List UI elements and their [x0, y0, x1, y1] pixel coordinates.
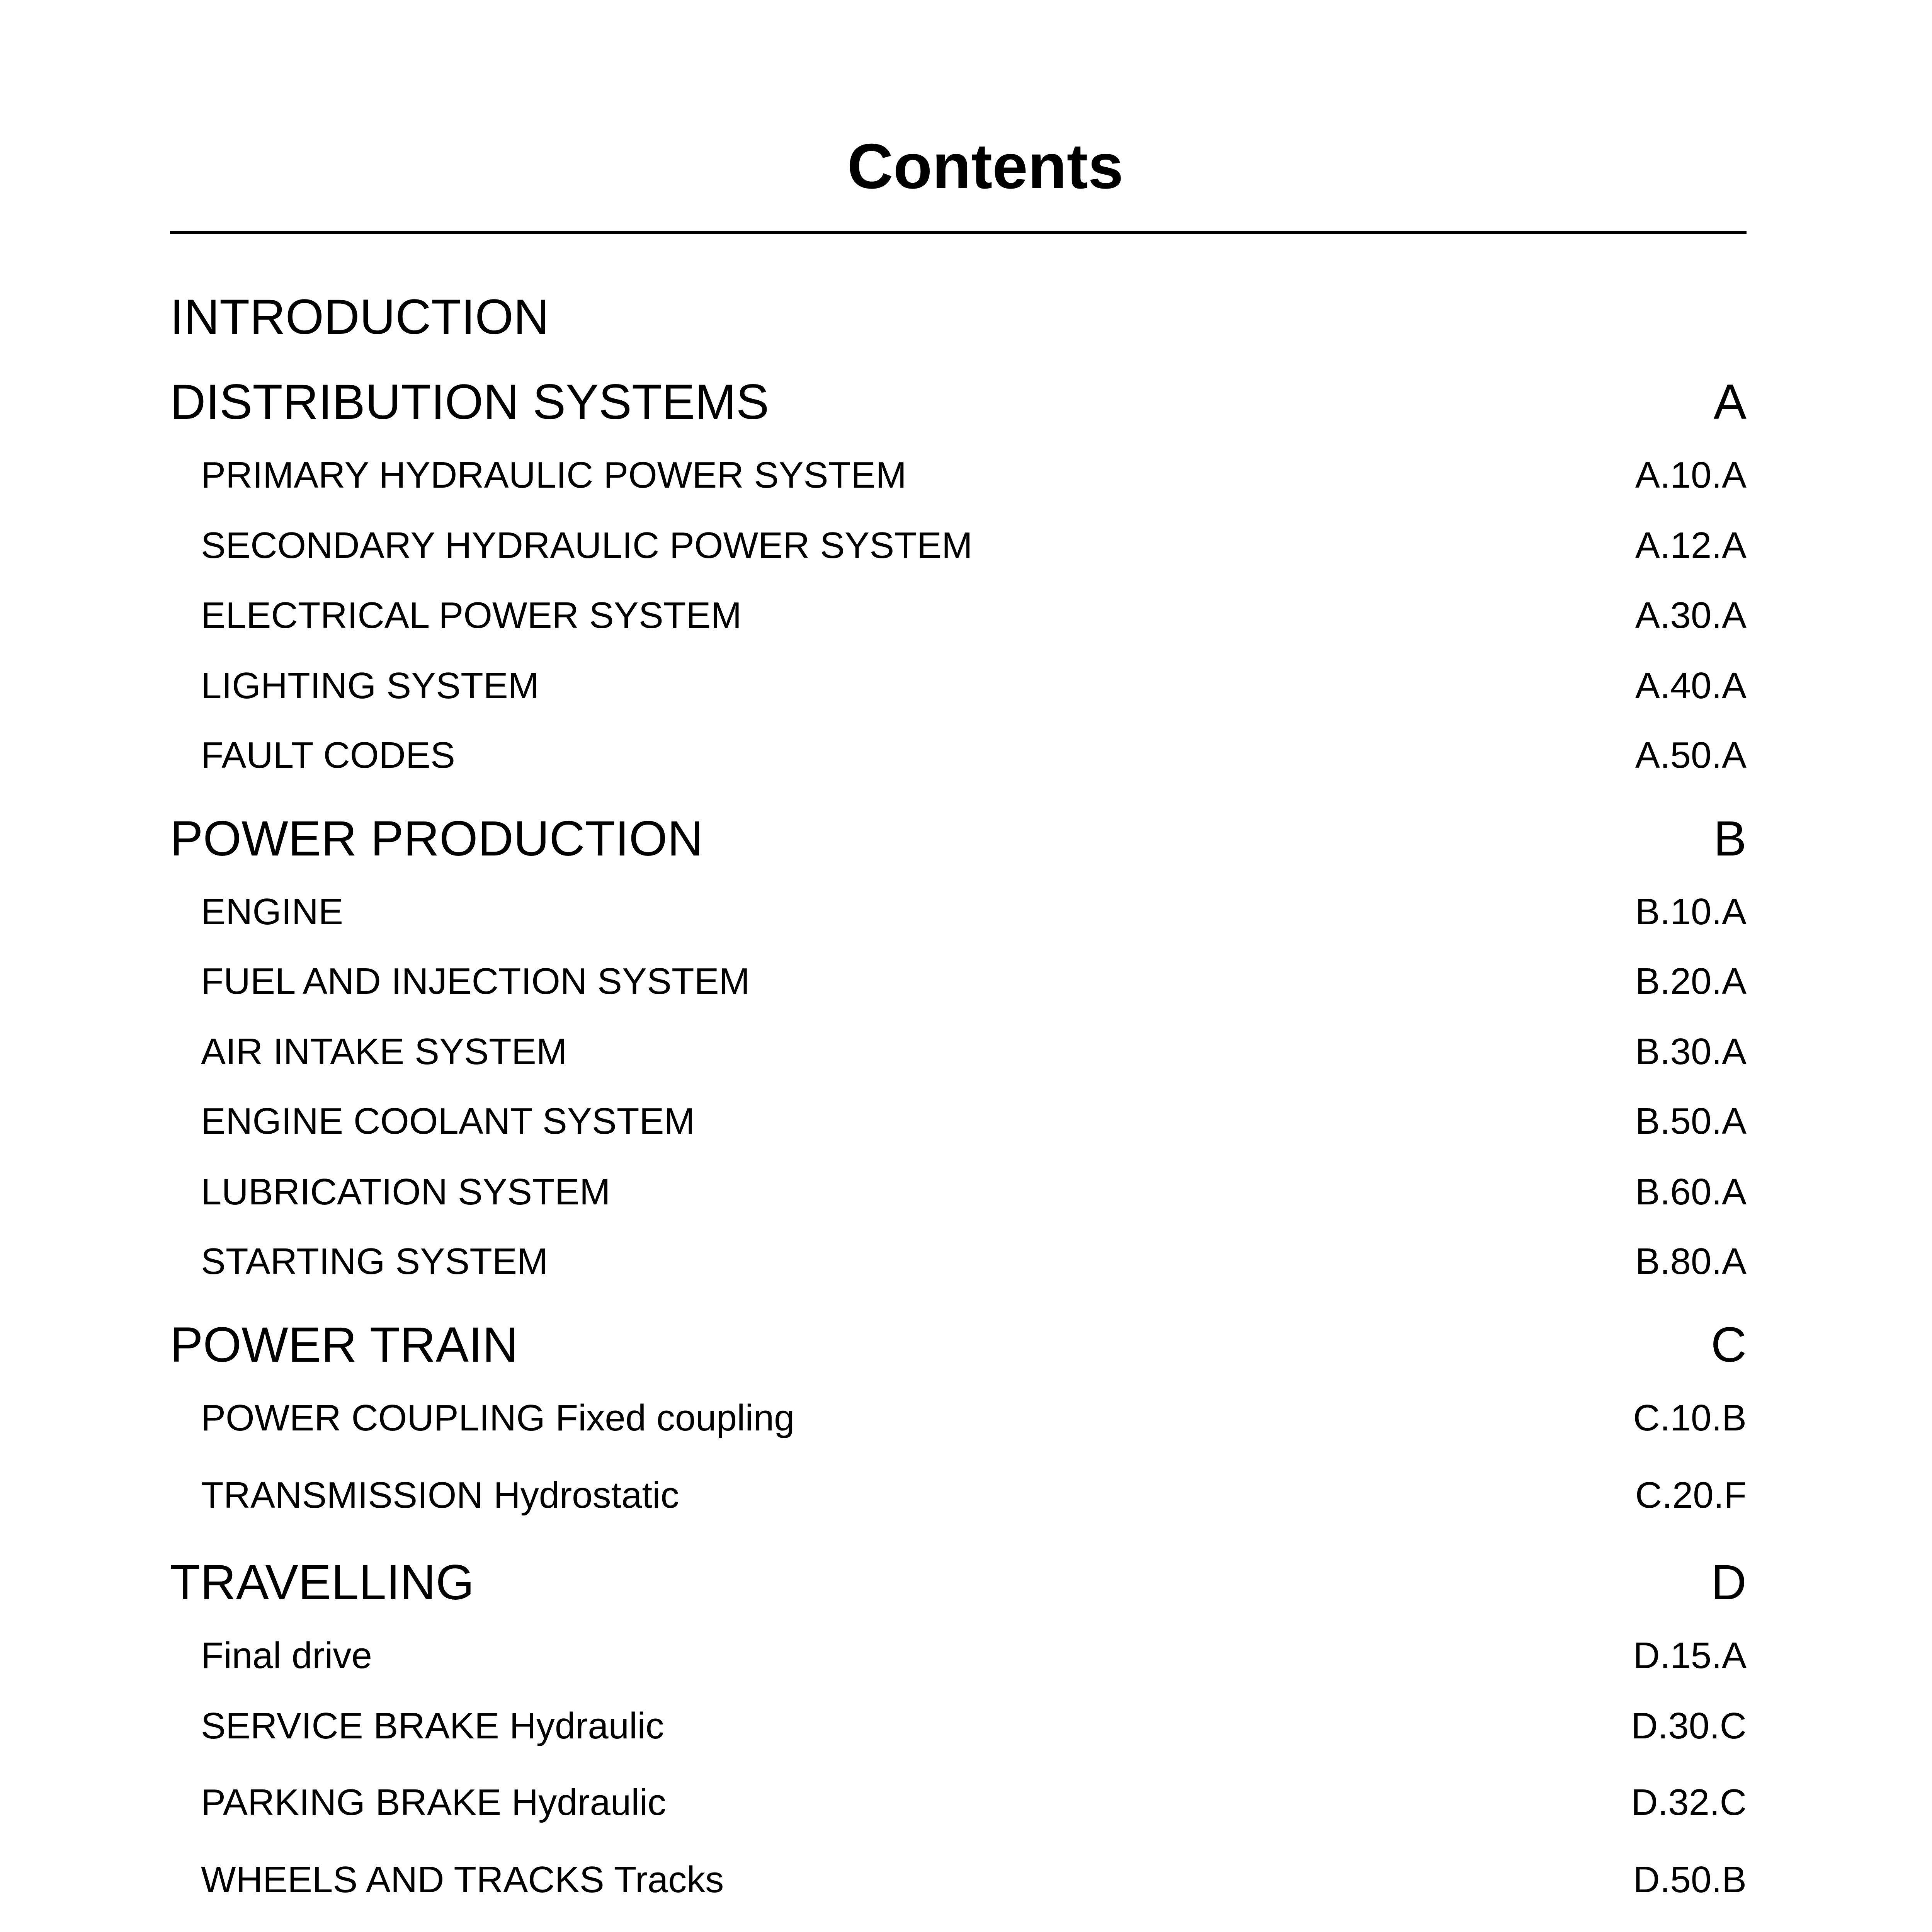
toc-section[interactable]: [170, 369, 1747, 435]
toc-section[interactable]: [170, 1312, 1747, 1378]
toc-section[interactable]: [170, 1549, 1747, 1615]
toc-entry[interactable]: [170, 1776, 1747, 1830]
toc-entry[interactable]: [170, 588, 1747, 643]
toc-entry-code: B.30.A: [1635, 1031, 1747, 1072]
toc-entry-label: POWER COUPLING Fixed coupling: [201, 1397, 795, 1439]
toc-entry-label: SECONDARY HYDRAULIC POWER SYSTEM: [201, 525, 973, 566]
toc-entry-label: SERVICE BRAKE Hydraulic: [201, 1705, 664, 1747]
toc-section[interactable]: [170, 1928, 1747, 1932]
toc-entry-code: A.12.A: [1635, 525, 1747, 566]
page-title: Contents: [847, 131, 1124, 202]
toc-entry[interactable]: [170, 1853, 1747, 1907]
toc-section-label: DISTRIBUTION SYSTEMS: [170, 374, 769, 430]
toc-entry-label: LIGHTING SYSTEM: [201, 665, 539, 706]
toc-section-label: INTRODUCTION: [170, 289, 549, 345]
toc-entry[interactable]: [170, 1629, 1747, 1683]
toc-entry[interactable]: [170, 519, 1747, 573]
toc-entry-code: D.15.A: [1633, 1635, 1747, 1676]
toc-section[interactable]: [170, 284, 1747, 350]
toc-entry-code: B.10.A: [1635, 891, 1747, 932]
header-rule: [170, 231, 1747, 234]
toc-section-code: B: [1713, 811, 1747, 866]
toc-entry-code: D.30.C: [1631, 1705, 1747, 1747]
toc-entry[interactable]: [170, 1468, 1747, 1522]
toc-section[interactable]: [170, 806, 1747, 871]
toc-section-label: TRAVELLING: [170, 1554, 474, 1610]
toc-entry-code: B.20.A: [1635, 961, 1747, 1002]
toc-entry[interactable]: [170, 1235, 1747, 1289]
toc-entry-label: FAULT CODES: [201, 735, 455, 776]
toc-entry[interactable]: [170, 448, 1747, 502]
toc-entry-label: WHEELS AND TRACKS Tracks: [201, 1859, 724, 1900]
toc-entry-label: AIR INTAKE SYSTEM: [201, 1031, 567, 1072]
toc-entry[interactable]: [170, 1165, 1747, 1219]
toc-entry-code: B.50.A: [1635, 1100, 1747, 1142]
toc-entry-label: ELECTRICAL POWER SYSTEM: [201, 595, 742, 636]
toc-entry-code: A.50.A: [1635, 735, 1747, 776]
toc-entry[interactable]: [170, 1025, 1747, 1079]
toc-section-code: D: [1711, 1554, 1747, 1610]
toc-entry-code: A.10.A: [1635, 454, 1747, 496]
toc-section-code: A: [1713, 374, 1747, 430]
toc-entry[interactable]: [170, 659, 1747, 713]
toc-entry-label: PARKING BRAKE Hydraulic: [201, 1782, 666, 1823]
toc-section-label: POWER PRODUCTION: [170, 811, 703, 866]
toc-section-label: POWER TRAIN: [170, 1317, 518, 1372]
toc-entry[interactable]: [170, 1699, 1747, 1753]
toc-entry-code: C.10.B: [1633, 1397, 1747, 1439]
toc-entry-code: B.80.A: [1635, 1241, 1747, 1282]
toc-entry-label: TRANSMISSION Hydrostatic: [201, 1475, 679, 1516]
toc-entry-label: ENGINE: [201, 891, 344, 932]
toc-section-code: C: [1711, 1317, 1747, 1372]
toc-entry-label: LUBRICATION SYSTEM: [201, 1171, 611, 1213]
toc-entry-code: B.60.A: [1635, 1171, 1747, 1213]
toc-entry[interactable]: [170, 1094, 1747, 1148]
toc-entry[interactable]: [170, 728, 1747, 782]
toc-entry-code: C.20.F: [1635, 1475, 1747, 1516]
toc-entry-label: PRIMARY HYDRAULIC POWER SYSTEM: [201, 454, 907, 496]
toc-entry[interactable]: [170, 954, 1747, 1009]
toc-entry-code: D.50.B: [1633, 1859, 1747, 1900]
toc-entry-code: D.32.C: [1631, 1782, 1747, 1823]
toc-entry-label: Final drive: [201, 1635, 372, 1676]
toc-entry-label: STARTING SYSTEM: [201, 1241, 548, 1282]
toc-entry-code: A.30.A: [1635, 595, 1747, 636]
toc-entry-label: ENGINE COOLANT SYSTEM: [201, 1100, 695, 1142]
toc-entry[interactable]: [170, 1391, 1747, 1445]
toc-entry[interactable]: [170, 885, 1747, 939]
toc-entry-code: A.40.A: [1635, 665, 1747, 706]
toc-entry-label: FUEL AND INJECTION SYSTEM: [201, 961, 750, 1002]
